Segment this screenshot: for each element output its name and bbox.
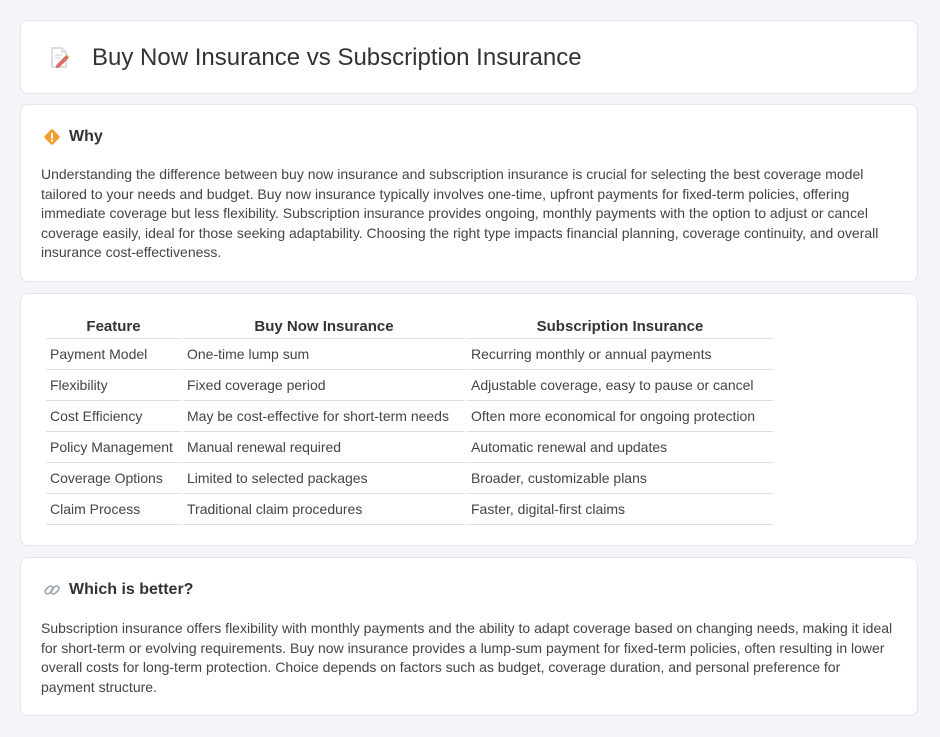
- why-card: [20, 104, 918, 282]
- buy-now-cell: Manual renewal required: [183, 432, 465, 463]
- feature-cell: Flexibility: [46, 370, 181, 401]
- why-body: Understanding the difference between buy now insurance and subscription insurance is crucial for selecting the best coverage model tailored to your needs and budget. Buy now insurance typically involves one-time, upfront payments for fixed-term policies, offering immediate coverage but less flexibility. Subscription insurance provides ongoing, monthly payments with the option to adjust or cancel coverage easily, ideal for those seeking adaptability. Choosing the right type impacts financial planning, coverage continuity, and overall insurance cost-effectiveness.: [41, 166, 879, 260]
- page-title: Buy Now Insurance vs Subscription Insurance: [92, 44, 582, 71]
- document-edit-icon: [47, 46, 71, 70]
- buy-now-cell: May be cost-effective for short-term needs: [183, 401, 465, 432]
- subscription-cell: Automatic renewal and updates: [467, 432, 773, 463]
- why-title: Why: [69, 128, 103, 145]
- which-better-body: Subscription insurance offers flexibility with monthly payments and the ability to adapt coverage based on changing needs, making it ideal for short-term or evolving requirements. Buy now insurance provides a lump-sum payment for fixed-term policies, often resulting in lower overall costs for long-term protection. Choice depends on factors such as budget, coverage duration, and personal preference for payment structure.: [41, 620, 893, 695]
- header-buy-now: Buy Now Insurance: [183, 315, 465, 339]
- which-better-title: Which is better?: [69, 581, 194, 598]
- header-subscription: Subscription Insurance: [467, 315, 773, 339]
- feature-cell: Payment Model: [46, 339, 181, 370]
- table-row: [46, 432, 773, 463]
- subscription-cell: Recurring monthly or annual payments: [467, 339, 773, 370]
- table-row: [46, 339, 773, 370]
- subscription-cell: Adjustable coverage, easy to pause or cancel: [467, 370, 773, 401]
- subscription-cell: Faster, digital-first claims: [467, 494, 773, 525]
- buy-now-cell: Fixed coverage period: [183, 370, 465, 401]
- header-feature: Feature: [46, 315, 181, 339]
- subscription-cell: Broader, customizable plans: [467, 463, 773, 494]
- feature-cell: Cost Efficiency: [46, 401, 181, 432]
- buy-now-cell: Traditional claim procedures: [183, 494, 465, 525]
- comparison-table: [44, 315, 775, 525]
- which-better-card: [20, 557, 918, 716]
- table-header-row: [46, 315, 773, 339]
- buy-now-cell: Limited to selected packages: [183, 463, 465, 494]
- link-icon: [43, 581, 61, 599]
- buy-now-cell: One-time lump sum: [183, 339, 465, 370]
- table-row: [46, 401, 773, 432]
- table-row: [46, 494, 773, 525]
- table-row: [46, 463, 773, 494]
- feature-cell: Claim Process: [46, 494, 181, 525]
- feature-cell: Policy Management: [46, 432, 181, 463]
- which-better-heading: [43, 580, 193, 600]
- table-row: [46, 370, 773, 401]
- feature-cell: Coverage Options: [46, 463, 181, 494]
- why-heading: [43, 127, 103, 147]
- subscription-cell: Often more economical for ongoing protection: [467, 401, 773, 432]
- comparison-card: [20, 293, 918, 546]
- diamond-warning-icon: [43, 128, 61, 146]
- title-card: [20, 20, 918, 94]
